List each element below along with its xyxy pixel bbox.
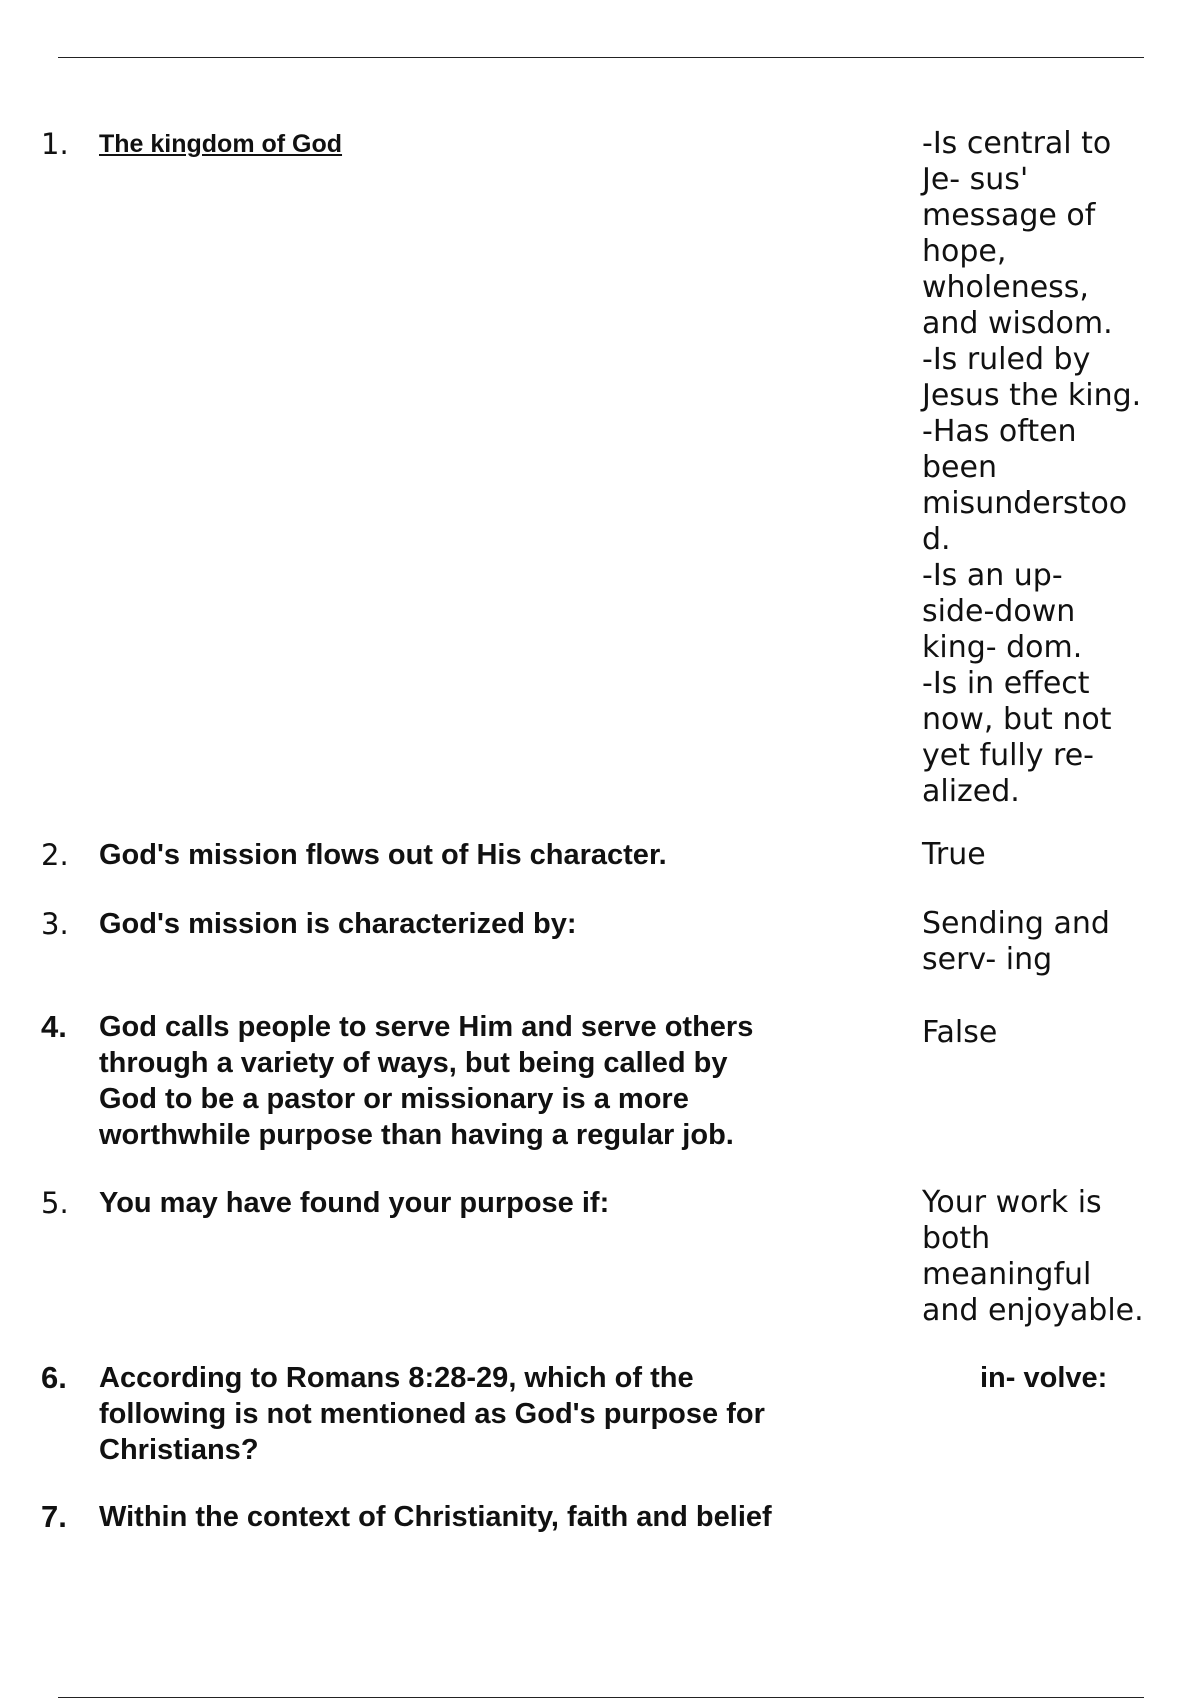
question-number: 4. — [41, 1009, 67, 1044]
question-number: 1. — [41, 127, 69, 161]
answer-text: in- volve: — [980, 1362, 1108, 1394]
answer-text: False — [922, 1015, 998, 1050]
answer-text: True — [922, 837, 986, 872]
question-text: God's mission is characterized by: — [99, 908, 577, 940]
question-number: 3. — [41, 907, 69, 941]
question-number: 5. — [41, 1186, 69, 1220]
question-text: God calls people to serve Him and serve others through a variety of ways, but being called by God to be a pastor or missionary is a more worthwhile purpose than having a regular job. — [99, 1011, 754, 1151]
answer-text: Your work is both meaningful and enjoyable. — [922, 1185, 1144, 1328]
question-text: The kingdom of God — [99, 130, 343, 158]
question-number: 6. — [41, 1360, 67, 1395]
answer-text: -Is central to Je- sus' message of hope, wholeness, and wisdom. -Is ruled by Jesus the king. -Has often been misunderstoo d. -Is an up- side-down king- dom. -Is in effect now, but not yet fully re- alized. — [922, 126, 1142, 809]
top-rule — [58, 57, 1144, 58]
question-text: Within the context of Christianity, faith and belief — [99, 1501, 772, 1533]
question-text: According to Romans 8:28-29, which of the following is not mentioned as God's purpose for Christians? — [99, 1362, 765, 1466]
question-text: God's mission flows out of His character. — [99, 839, 667, 871]
answer-text: Sending and serv- ing — [922, 906, 1110, 977]
question-number: 2. — [41, 838, 69, 872]
question-text: You may have found your purpose if: — [99, 1187, 610, 1219]
question-number: 7. — [41, 1499, 67, 1534]
bottom-rule — [58, 1697, 1144, 1698]
